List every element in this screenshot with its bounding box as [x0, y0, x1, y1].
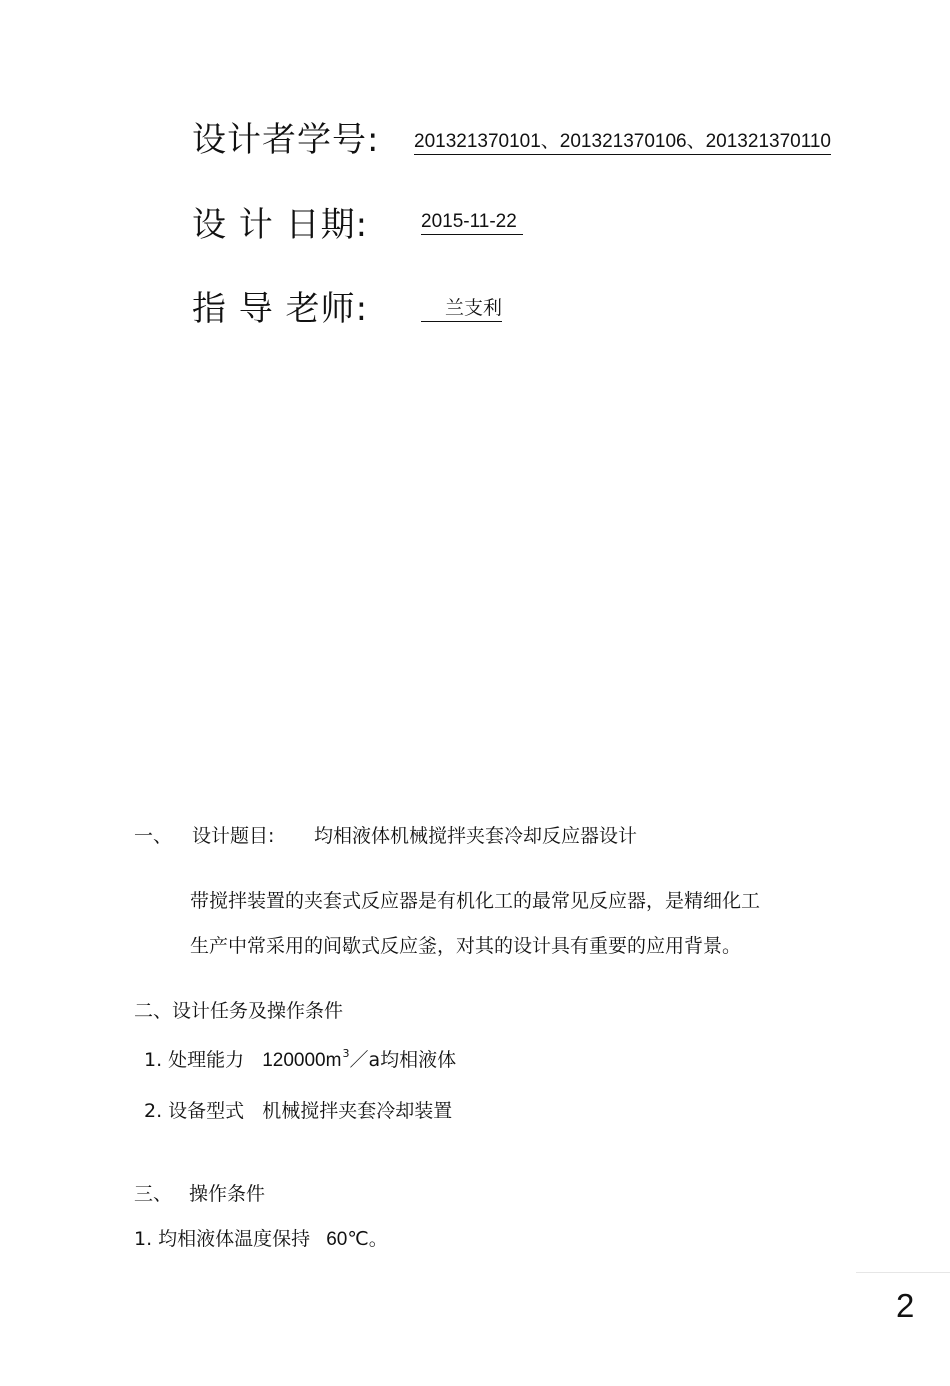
section-3-number: 三、: [134, 1183, 173, 1205]
temperature-value: 60℃。: [326, 1229, 388, 1250]
section-1-paragraph-line-1: 带搅拌装置的夹套式反应器是有机化工的最常见反应器，是精细化工: [190, 890, 761, 912]
advisor-value: 兰支利: [421, 293, 502, 322]
capacity-value: 120000m: [262, 1050, 342, 1071]
section-3-heading: 操作条件: [189, 1183, 266, 1205]
equipment-type-value: 机械搅拌夹套冷却装置: [262, 1100, 453, 1122]
section-3-item-1: [134, 1224, 388, 1251]
item-1-prefix: 1. 均相液体温度保持: [134, 1228, 311, 1250]
page-number: 2: [896, 1287, 915, 1324]
design-date-value: 2015-11-22: [421, 211, 523, 235]
design-date-label: 设 计 日期:: [192, 205, 369, 245]
student-id-label: 设计者学号:: [192, 120, 380, 160]
student-id-value: 201321370101、201321370106、201321370110: [414, 126, 831, 155]
item-1-prefix: 1. 处理能力: [144, 1049, 245, 1071]
section-2-item-1: [144, 1045, 456, 1072]
item-2-prefix: 2. 设备型式: [144, 1100, 245, 1122]
section-1-paragraph-line-2: 生产中常采用的间歇式反应釜，对其的设计具有重要的应用背景。: [190, 935, 742, 957]
capacity-unit: ／a均相液体: [349, 1049, 457, 1071]
section-1-label: 设计题目:: [192, 825, 275, 847]
section-1-title: 均相液体机械搅拌夹套冷却反应器设计: [314, 825, 638, 847]
section-2-item-2: [144, 1096, 452, 1123]
advisor-label: 指 导 老师:: [192, 289, 369, 329]
section-2-heading: 二、设计任务及操作条件: [134, 1000, 344, 1022]
capacity-exponent: 3: [342, 1047, 350, 1060]
page-footer-rule: [856, 1272, 950, 1273]
section-1-number: 一、: [134, 825, 173, 847]
